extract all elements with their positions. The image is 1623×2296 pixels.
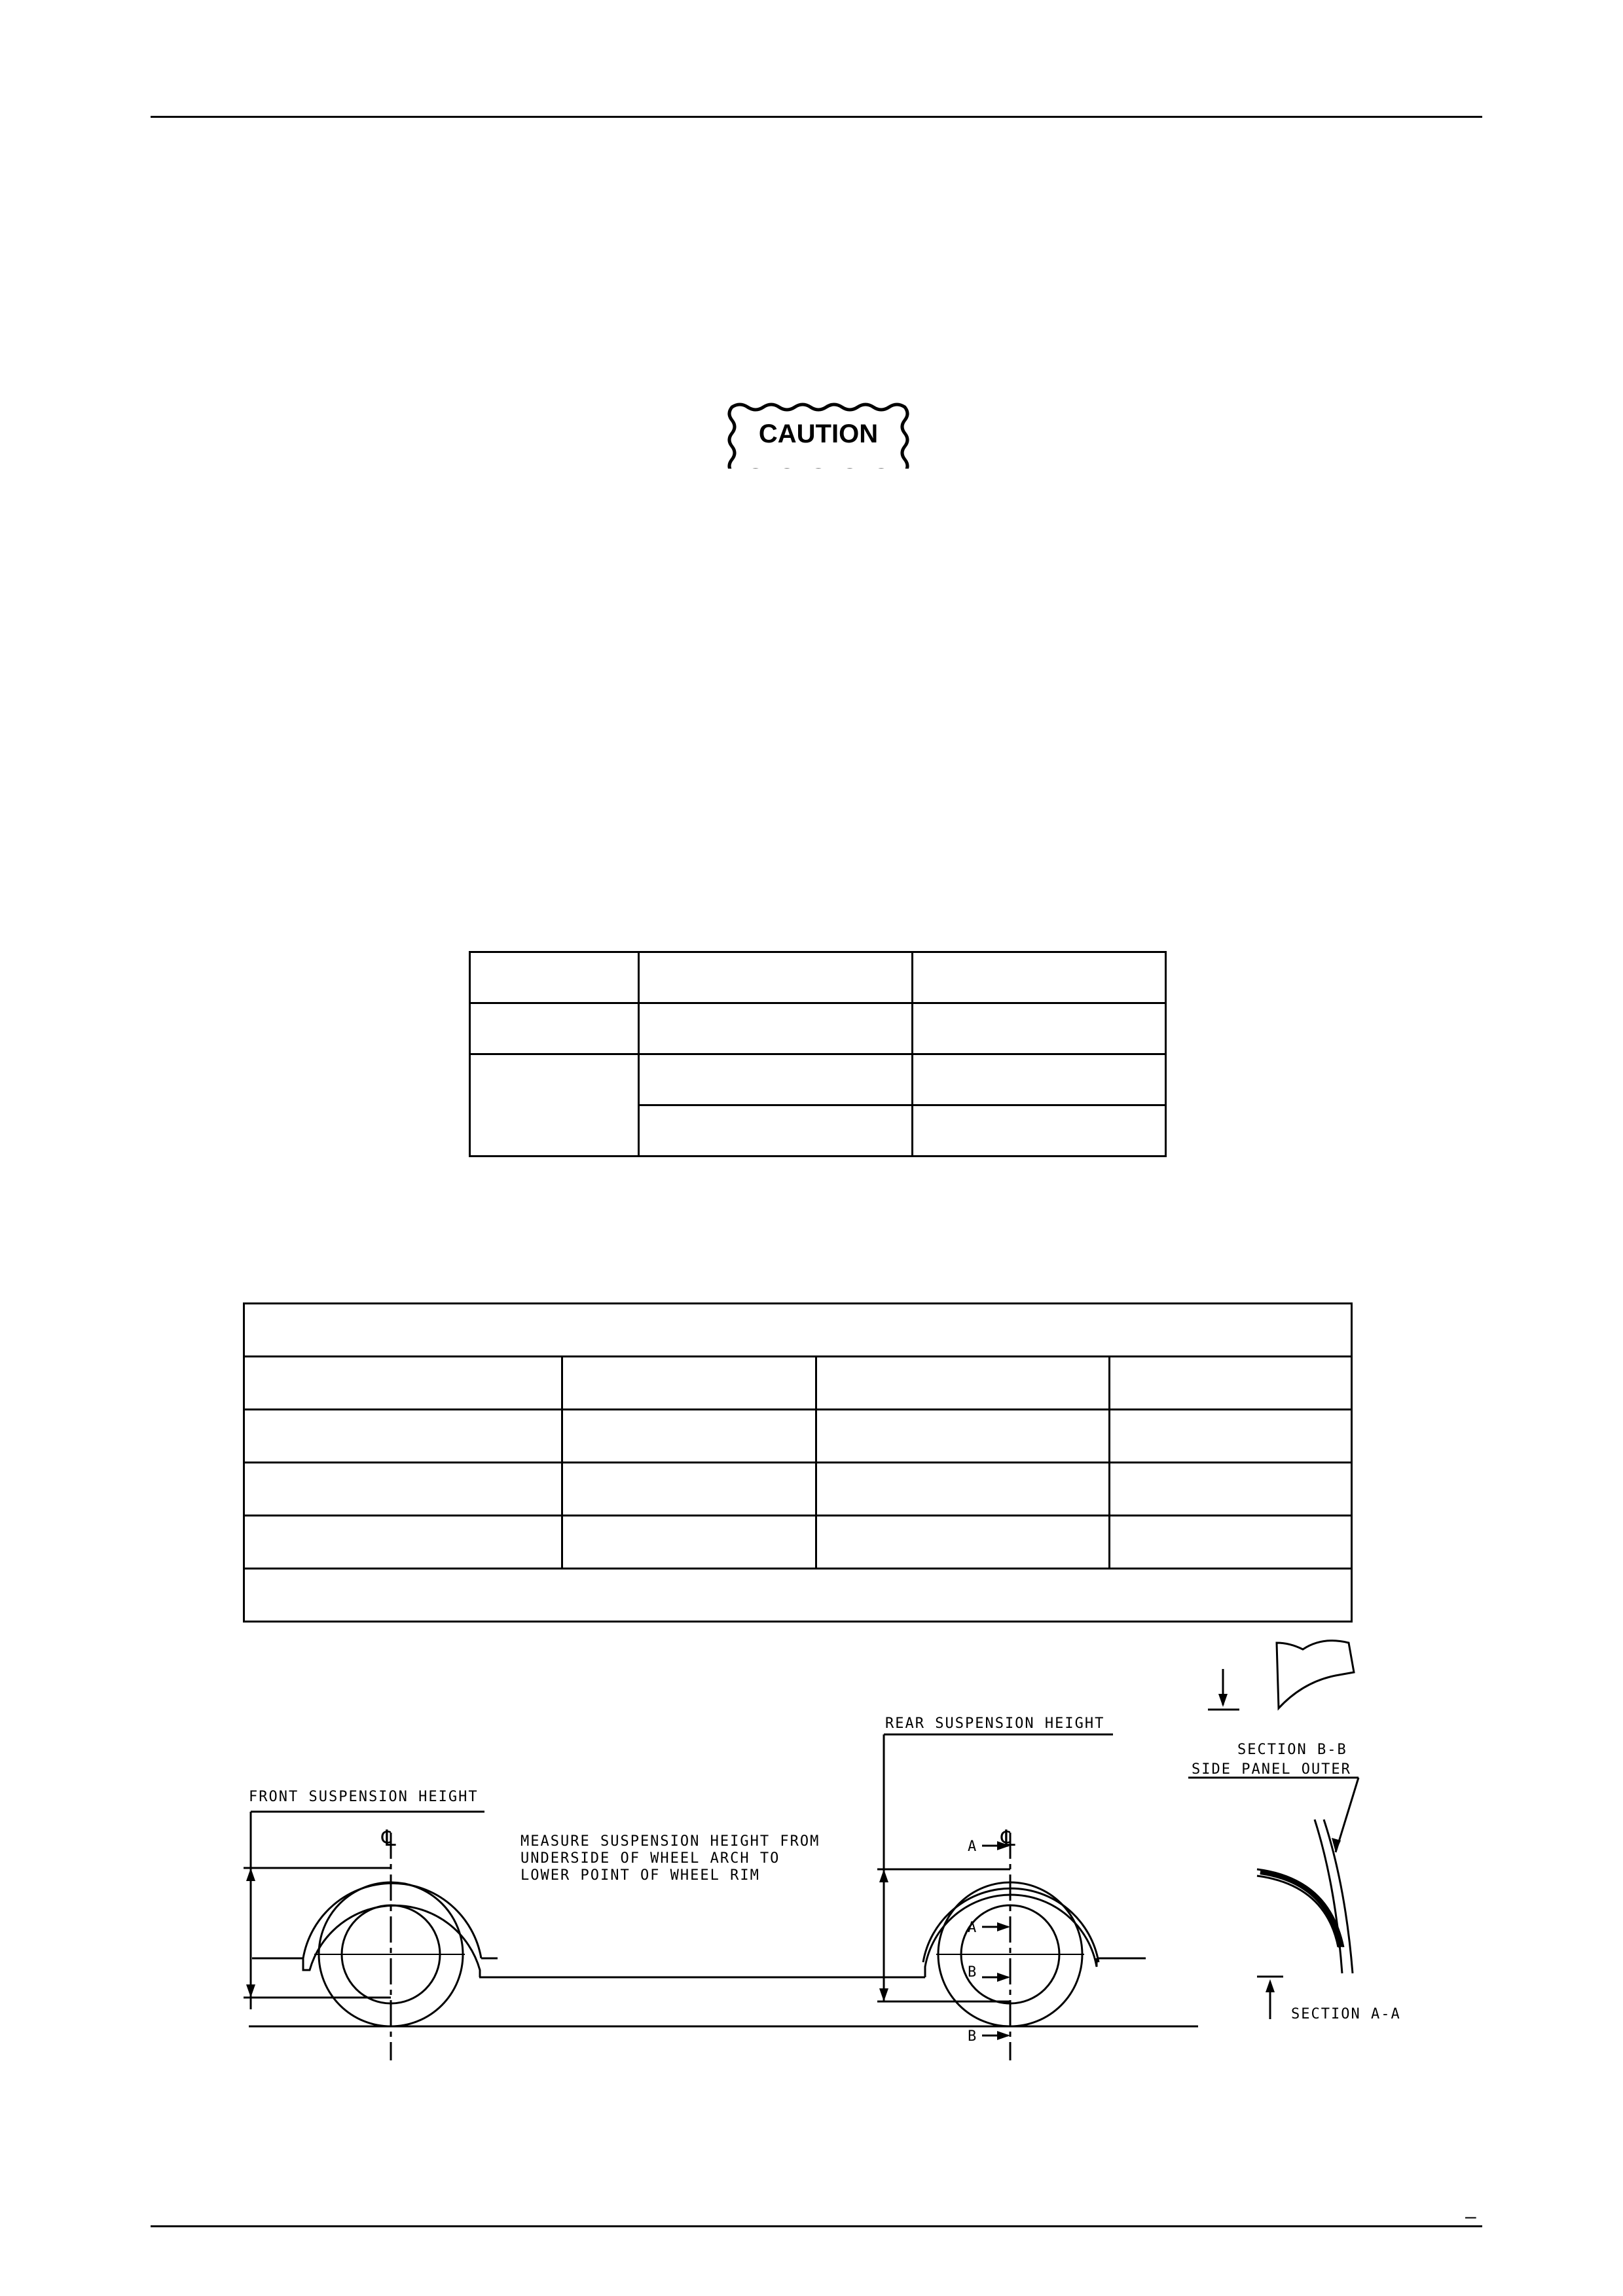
section-b-label-mid: B: [968, 1964, 978, 1981]
front-dim-arrow-down: [246, 1984, 255, 1998]
front-suspension-height-label: FRONT SUSPENSION HEIGHT: [249, 1789, 479, 1805]
section-aa-label: SECTION A-A: [1291, 2006, 1401, 2022]
section-a-arrowhead-mid: [997, 1922, 1010, 1931]
rear-dim-arrow-up: [879, 1869, 888, 1882]
section-b-arrowhead-bottom: [997, 2031, 1010, 2040]
section-aa-seal: [1260, 1872, 1341, 1947]
front-dim-arrow-up: [246, 1868, 255, 1881]
measurement-note-line1: MEASURE SUSPENSION HEIGHT FROM: [520, 1833, 820, 1850]
footer-rule: [151, 2225, 1482, 2227]
measurement-note-line3: LOWER POINT OF WHEEL RIM: [520, 1867, 760, 1884]
section-b-arrowhead-mid: [997, 1973, 1010, 1982]
rear-centerline-symbol: ℄: [1001, 1825, 1015, 1852]
section-bb-label: SECTION B-B: [1237, 1742, 1347, 1758]
measurement-note-line2: UNDERSIDE OF WHEEL ARCH TO: [520, 1850, 780, 1867]
section-bb-profile: [1277, 1641, 1354, 1708]
section-b-label-bottom: B: [968, 2028, 978, 2045]
front-centerline-symbol: ℄: [382, 1825, 396, 1852]
section-aa-arrowhead: [1266, 1979, 1275, 1992]
section-a-label-top: A: [968, 1839, 978, 1855]
page-mark: –: [1465, 2206, 1476, 2227]
rear-suspension-height-label: REAR SUSPENSION HEIGHT: [885, 1715, 1105, 1732]
side-panel-outer-label: SIDE PANEL OUTER: [1192, 1761, 1351, 1778]
caution-label: CAUTION: [758, 419, 879, 448]
rear-dim-arrow-down: [879, 1988, 888, 2001]
section-a-label-mid: A: [968, 1920, 978, 1936]
section-bb-arrowhead: [1218, 1694, 1228, 1707]
